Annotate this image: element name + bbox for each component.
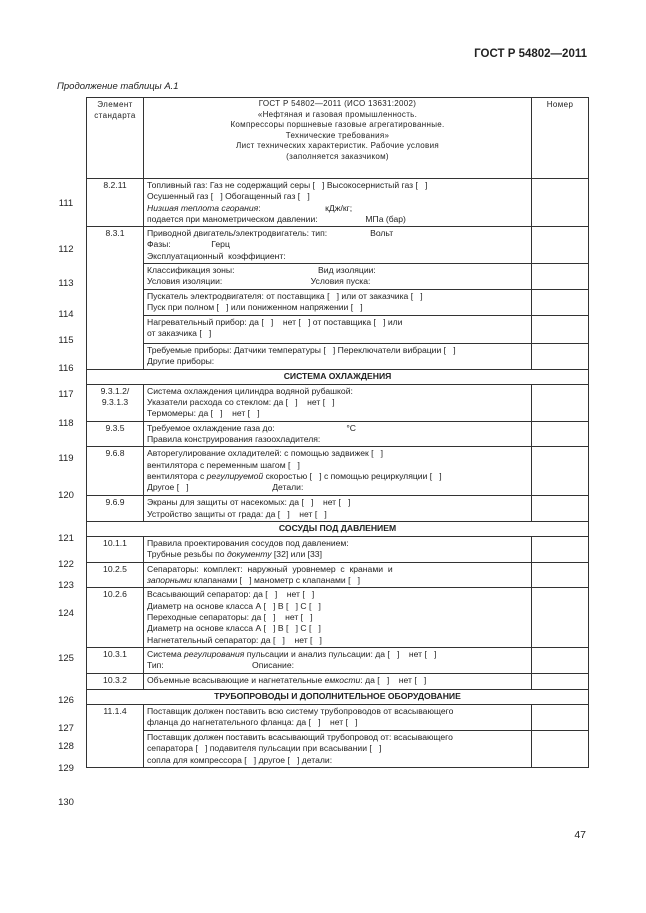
number-cell (532, 384, 589, 421)
table-row (87, 384, 589, 421)
requirement-line: Всасывающий сепаратор: да [ ] нет [ ] (147, 589, 315, 600)
row-number: 129 (58, 763, 74, 774)
number-cell (532, 227, 589, 264)
requirement-line: запорными клапанами [ ] манометр с клапанами [ ] (147, 575, 361, 586)
section-row (87, 521, 589, 536)
requirement-line: Тип: Описание: (147, 660, 294, 671)
element-cell: 9.3.5 (87, 421, 144, 447)
number-cell (532, 730, 589, 767)
number-cell (532, 496, 589, 522)
requirement-cell (144, 384, 532, 421)
requirement-line: Приводной двигатель/электродвигатель: тип: Вольт (147, 228, 394, 239)
requirement-line: Топливный газ: Газ не содержащий серы [ ] Высокосернистый газ [ ] (147, 180, 428, 190)
requirement-cell (144, 536, 532, 562)
requirement-cell (144, 647, 532, 673)
requirement-line: Сепараторы: комплект: наружный уровнемер с кранами и (147, 563, 393, 574)
element-cell: 10.2.5 (87, 562, 144, 588)
requirement-line: Поставщик должен поставить всасывающий трубопровод от: всасывающего (147, 731, 453, 742)
row-number: 120 (58, 490, 74, 501)
element-cell: 8.3.1 (87, 227, 144, 369)
requirement-cell (144, 343, 532, 369)
requirement-line: Устройство защиты от града: да [ ] нет [ ] (147, 508, 327, 519)
requirement-line: вентилятора с регулируемой скоростью [ ] с помощью рециркуляции [ ] (147, 470, 442, 481)
requirement-cell (144, 496, 532, 522)
requirement-line: Классификация зоны: Вид изоляции: (147, 265, 376, 276)
requirement-line: Другие приборы: (147, 355, 215, 366)
row-number: 114 (58, 309, 74, 320)
table-row (87, 562, 589, 588)
requirement-line: Поставщик должен поставить всю систему трубопроводов от всасывающего (147, 705, 454, 716)
requirement-line: Указатели расхода со стеклом: да [ ] нет [ ] (147, 396, 335, 407)
row-number: 118 (58, 418, 74, 429)
table-row (87, 315, 589, 343)
element-cell: 10.3.1 (87, 647, 144, 673)
datasheet-table (86, 97, 589, 768)
section-heading: ТРУБОПРОВОДЫ И ДОПОЛНИТЕЛЬНОЕ ОБОРУДОВАНИЕ (87, 689, 589, 704)
number-cell (532, 704, 589, 730)
row-number: 124 (58, 608, 74, 619)
requirement-line: Система регулирования пульсации и анализ пульсации: да [ ] нет [ ] (147, 648, 437, 659)
element-cell: 8.2.11 (87, 179, 144, 227)
row-number: 122 (58, 559, 74, 570)
row-number: 127 (58, 723, 74, 734)
row-number: 113 (58, 278, 74, 289)
requirement-line: Пускатель электродвигателя: от поставщика [ ] или от заказчика [ ] (147, 290, 423, 301)
requirement-line: от заказчика [ ] (147, 327, 212, 338)
table-row (87, 704, 589, 730)
header-title-line: (заполняется заказчиком) (286, 151, 389, 161)
header-title-column (144, 98, 532, 179)
header-number-column: Номер (532, 98, 589, 179)
table-row (87, 647, 589, 673)
requirement-cell (144, 227, 532, 264)
requirement-line: Требуемое охлаждение газа до: °С (147, 422, 357, 433)
requirement-line: Термомеры: да [ ] нет [ ] (147, 408, 260, 419)
requirement-line: Объемные всасывающие и нагнетательные емкости: да [ ] нет [ ] (147, 674, 427, 685)
row-number: 121 (58, 533, 74, 544)
requirement-line: Низшая теплота сгорания: кДж/кг; (147, 202, 353, 213)
requirement-line: Переходные сепараторы: да [ ] нет [ ] (147, 612, 313, 623)
number-cell (532, 588, 589, 647)
requirement-cell (144, 264, 532, 290)
table-row (87, 673, 589, 689)
row-number: 125 (58, 653, 74, 664)
number-cell (532, 421, 589, 447)
row-number: 116 (58, 363, 74, 374)
requirement-line: Фазы: Герц (147, 239, 230, 250)
header-title-line: Лист технических характеристик. Рабочие условия (236, 141, 439, 151)
row-number: 117 (58, 389, 74, 400)
element-cell: 10.2.6 (87, 588, 144, 647)
requirement-cell (144, 704, 532, 730)
number-cell (532, 343, 589, 369)
header-title-line: ГОСТ Р 54802—2011 (ИСО 13631:2002) (258, 99, 417, 108)
section-row (87, 369, 589, 384)
row-number: 115 (58, 335, 74, 346)
table-row (87, 447, 589, 496)
header-title-line: Технические требования» (285, 130, 390, 140)
requirement-line: фланца до нагнетательного фланца: да [ ] нет [ ] (147, 717, 358, 728)
number-cell (532, 647, 589, 673)
element-cell: 9.6.8 (87, 447, 144, 496)
requirement-line: Условия изоляции: Условия пуска: (147, 276, 371, 287)
requirement-cell (144, 673, 532, 689)
element-cell: 10.1.1 (87, 536, 144, 562)
number-cell (532, 447, 589, 496)
requirement-cell (144, 315, 532, 343)
requirement-line: Нагревательный прибор: да [ ] нет [ ] от поставщика [ ] или (147, 316, 403, 327)
number-cell (532, 536, 589, 562)
section-heading: СОСУДЫ ПОД ДАВЛЕНИЕМ (87, 521, 589, 536)
requirement-line: Диаметр на основе класса А [ ] В [ ] С [ ] (147, 623, 321, 634)
table-row (87, 343, 589, 369)
row-number: 128 (58, 741, 74, 752)
row-number: 112 (58, 244, 74, 255)
element-cell: 9.6.9 (87, 496, 144, 522)
row-number: 123 (58, 580, 74, 591)
row-number: 126 (58, 695, 74, 706)
row-number: 119 (58, 453, 74, 464)
header-title-line: «Нефтяная и газовая промышленность. (257, 109, 418, 119)
requirement-line: подается при манометрическом давлении: МПа (бар) (147, 213, 406, 224)
number-cell (532, 315, 589, 343)
header-element-column: Элемент стандарта (87, 98, 144, 179)
requirement-cell (144, 289, 532, 315)
requirement-line: Эксплуатационный коэффициент: (147, 250, 286, 261)
element-cell: 10.3.2 (87, 673, 144, 689)
section-row (87, 689, 589, 704)
number-cell (532, 289, 589, 315)
requirement-line: Другое [ ] Детали: (147, 482, 304, 493)
table-row (87, 264, 589, 290)
number-cell (532, 673, 589, 689)
requirement-cell (144, 421, 532, 447)
requirement-line: Диаметр на основе класса А [ ] В [ ] С [ ] (147, 600, 321, 611)
table-row (87, 289, 589, 315)
section-heading: СИСТЕМА ОХЛАЖДЕНИЯ (87, 369, 589, 384)
page-number: 47 (574, 829, 586, 841)
requirement-line: Пуск при полном [ ] или пониженном напряжении [ ] (147, 301, 363, 312)
table-header-row (87, 98, 589, 179)
number-cell (532, 264, 589, 290)
table-row (87, 227, 589, 264)
element-cell: 9.3.1.2/ 9.3.1.3 (87, 384, 144, 421)
requirement-line: Требуемые приборы: Датчики температуры [ ] Переключатели вибрации [ ] (147, 344, 456, 355)
number-cell (532, 562, 589, 588)
row-number: 111 (58, 198, 74, 209)
header-title-line: Компрессоры поршневые газовые агрегатированные. (230, 120, 445, 130)
requirement-line: сепаратора [ ] подавителя пульсации при всасывании [ ] (147, 743, 382, 754)
requirement-line: вентилятора с переменным шагом [ ] (147, 459, 300, 470)
requirement-line: Авторегулирование охладителей: с помощью задвижек [ ] (147, 448, 384, 459)
requirement-line: Осушенный газ [ ] Обогащенный газ [ ] (147, 191, 310, 202)
table-body (87, 179, 589, 768)
row-number: 130 (58, 797, 74, 808)
table-row (87, 588, 589, 647)
requirement-cell (144, 447, 532, 496)
requirement-line: Нагнетательный сепаратор: да [ ] нет [ ] (147, 634, 322, 645)
requirement-line: Экраны для защиты от насекомых: да [ ] нет [ ] (147, 497, 351, 508)
table-row (87, 536, 589, 562)
table-row (87, 730, 589, 767)
table-row (87, 496, 589, 522)
element-cell: 11.1.4 (87, 704, 144, 767)
requirement-cell (144, 179, 532, 227)
table-row (87, 421, 589, 447)
requirement-cell (144, 730, 532, 767)
requirement-line: Правила конструирования газоохладителя: (147, 433, 321, 444)
requirement-cell (144, 562, 532, 588)
standard-designation: ГОСТ Р 54802—2011 (474, 48, 587, 60)
table-row (87, 179, 589, 227)
requirement-line: Система охлаждения цилиндра водяной рубашкой: (147, 385, 353, 396)
table-continuation-caption: Продолжение таблицы А.1 (57, 81, 179, 92)
requirement-line: Правила проектирования сосудов под давлением: (147, 537, 349, 548)
number-cell (532, 179, 589, 227)
requirement-line: Трубные резьбы по документу [32] или [33] (147, 549, 322, 560)
requirement-line: сопла для компрессора [ ] другое [ ] детали: (147, 754, 333, 765)
requirement-cell (144, 588, 532, 647)
